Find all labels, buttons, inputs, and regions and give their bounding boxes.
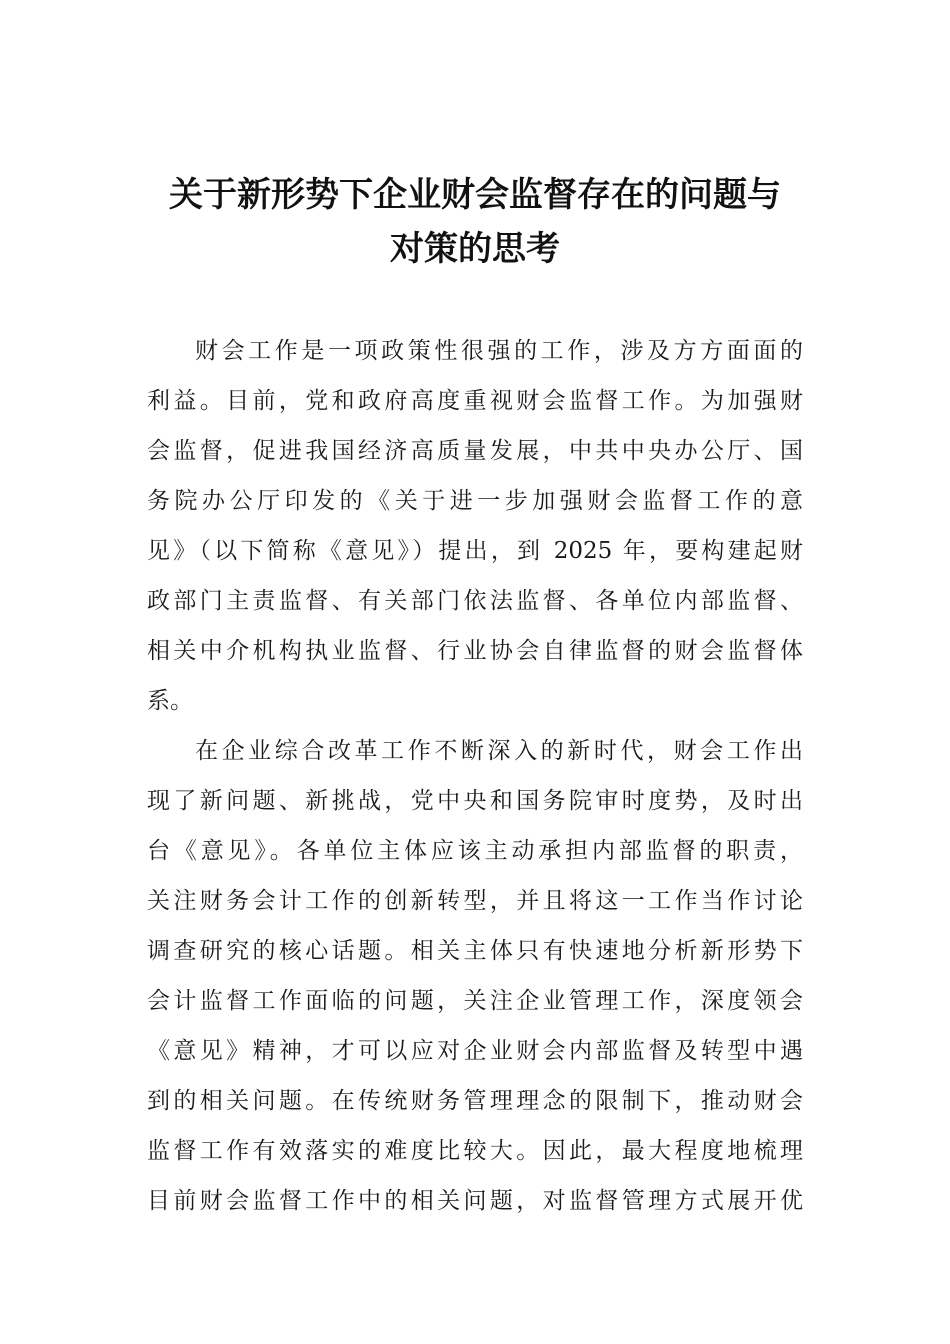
text-line: 相关中介机构执业监督、行业协会自律监督的财会监督体 bbox=[147, 638, 803, 664]
text-line: 目前财会监督工作中的相关问题，对监督管理方式展开优 bbox=[147, 1188, 803, 1214]
text-line: 见》（以下简称《意见》）提出，到 2025 年，要构建起财 bbox=[147, 538, 803, 564]
text-line: 《意见》精神，才可以应对企业财会内部监督及转型中遇 bbox=[147, 1038, 803, 1064]
text-line: 利益。目前，党和政府高度重视财会监督工作。为加强财 bbox=[147, 388, 803, 414]
text-line: 系。 bbox=[147, 688, 193, 714]
title-line: 关于新形势下企业财会监督存在的问题与 bbox=[169, 175, 781, 215]
text-line: 会监督，促进我国经济高质量发展，中共中央办公厅、国 bbox=[147, 438, 803, 464]
document-body bbox=[147, 326, 803, 1226]
text-line: 务院办公厅印发的《关于进一步加强财会监督工作的意 bbox=[147, 488, 803, 514]
text-line: 财会工作是一项政策性很强的工作，涉及方方面面的 bbox=[195, 338, 803, 364]
document-title bbox=[140, 168, 810, 276]
paragraph-1 bbox=[147, 326, 803, 726]
text-line: 关注财务会计工作的创新转型，并且将这一工作当作讨论 bbox=[147, 888, 803, 914]
text-line: 监督工作有效落实的难度比较大。因此，最大程度地梳理 bbox=[147, 1138, 803, 1164]
text-line: 政部门主责监督、有关部门依法监督、各单位内部监督、 bbox=[147, 588, 803, 614]
text-line: 台《意见》。各单位主体应该主动承担内部监督的职责， bbox=[147, 838, 803, 864]
text-line: 会计监督工作面临的问题，关注企业管理工作，深度领会 bbox=[147, 988, 803, 1014]
text-line: 在企业综合改革工作不断深入的新时代，财会工作出 bbox=[195, 738, 803, 764]
text-line: 调查研究的核心话题。相关主体只有快速地分析新形势下 bbox=[147, 938, 803, 964]
title-line: 对策的思考 bbox=[390, 229, 560, 269]
paragraph-2 bbox=[147, 726, 803, 1226]
text-line: 到的相关问题。在传统财务管理理念的限制下，推动财会 bbox=[147, 1088, 803, 1114]
text-line: 现了新问题、新挑战，党中央和国务院审时度势，及时出 bbox=[147, 788, 803, 814]
